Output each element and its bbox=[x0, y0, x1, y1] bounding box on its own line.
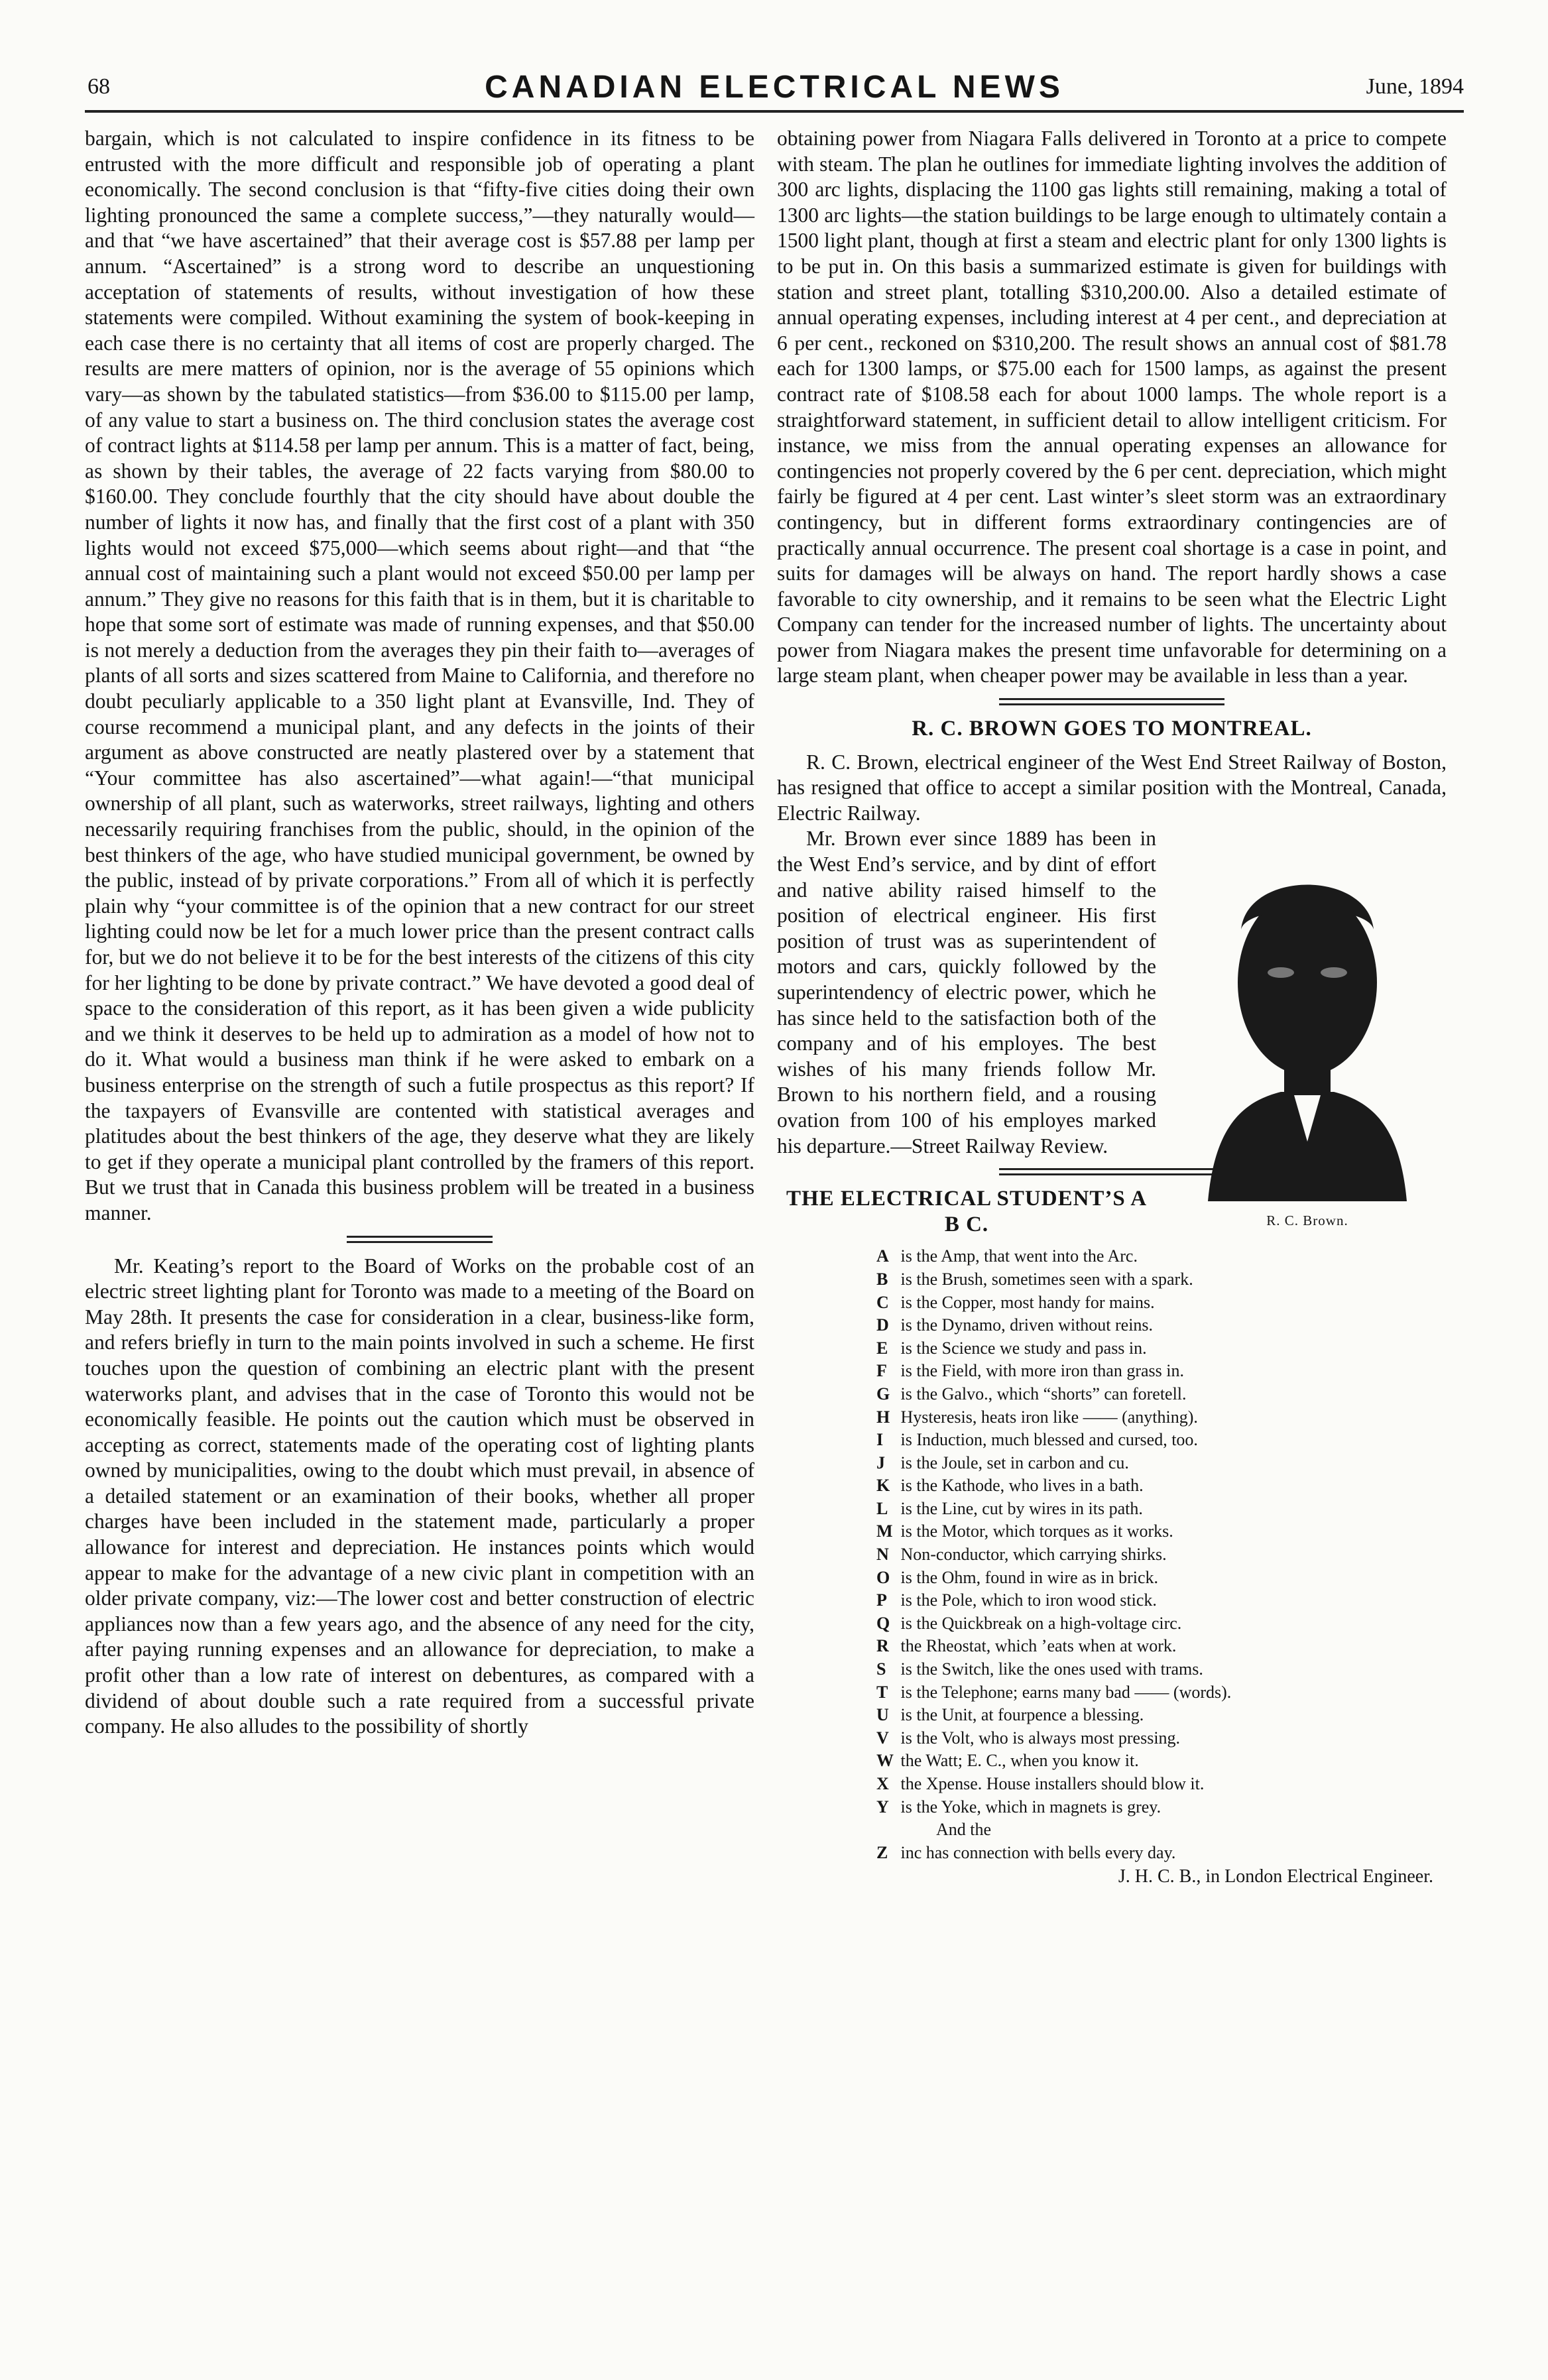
abc-line: X the Xpense. House installers should blow it. bbox=[876, 1774, 1205, 1793]
portrait-figure bbox=[1168, 830, 1447, 1233]
abc-line: V is the Volt, who is always most pressing. bbox=[876, 1728, 1181, 1748]
abc-line: T is the Telephone; earns many bad —— (words). bbox=[876, 1682, 1232, 1702]
section-divider bbox=[347, 1236, 493, 1243]
page-header bbox=[85, 69, 1464, 109]
issue-date: June, 1894 bbox=[1366, 74, 1464, 99]
abc-line: G is the Galvo., which “shorts” can foretell. bbox=[876, 1384, 1187, 1403]
abc-line: L is the Line, cut by wires in its path. bbox=[876, 1498, 1143, 1518]
brown-article-title: R. C. BROWN GOES TO MONTREAL. bbox=[912, 717, 1312, 741]
abc-line: K is the Kathode, who lives in a bath. bbox=[876, 1476, 1144, 1496]
abc-line: F is the Field, with more iron than grass in. bbox=[876, 1361, 1185, 1381]
article-continuation-paragraph: bargain, which is not calculated to inspire confidence in its fitness to be entrusted with the more difficult and responsible job of operating a plant economically. The second conclusion is that “fifty-five cities doing their own lighting pronounced the same a complete success,”—they naturally would—and that “we have ascertained” that their average cost is $57.88 per lamp per annum. “Ascertained” is a strong word to describe an unquestioning acceptation of statements of results, without investigation of how these statements were compiled. Without examining the system of book-keeping in each case there is no certainty that all items of cost are properly charged. The results are mere matters of opinion, nor is the average of 55 opinions which vary—as shown by the tabulated statistics—from $36.00 to $115.00 per lamp, of any value to start a business on. The third conclusion states the average cost of contract lights at $114.58 per lamp per annum. This is a matter of fact, being, as shown by their tables, the average of 22 facts varying from $80.00 to $160.00. They conclude fourthly that the city should have about double the number of lights it now has, and finally that the first cost of a plant with 350 lights would not exceed $75,000—which seems about right—and that “the annual cost of maintaining such a plant would not exceed $50.00 per lamp per annum.” They give no reasons for this faith that is in them, but it is charitable to hope that some sort of estimate was made of running expenses, and that $50.00 is not merely a deduction from the averages they pin their faith to—averages of plants of all sorts and sizes scattered from Maine to California, and therefore no doubt peculiarly applicable to a 350 light plant at Evansville, Ind. They of course recommend a municipal plant, and any defects in the joints of their argument as above constructed are neatly plastered over by a statement that “Your committee has also ascertained”—what again!—“that municipal ownership of all plant, such as waterworks, street railways, lighting and others necessarily requiring franchises from the public, should, in the opinion of the best thinkers of the age, who have studied municipal government, be owned by the public, instead of by private corporations.” From all of which it is perfectly plain why “your committee is of the opinion that a new contract for our street lighting could now be let for a much lower price than the present contract calls for, but we do not believe it to be for the best interests of the citizens of this city for her lighting to be done by private contract.” We have devoted a good deal of space to the consideration of this report, as it has been given a wide publicity and we think it deserves to be held up to admiration as a model of how not to do it. What would a business man think if he were asked to embark on a business enterprise on the strength of such a futile prospectus as this report? If the taxpayers of Evansville are contented with statistical averages and platitudes about the best thinkers of the age, they deserve what they are likely to get if they operate a municipal plant controlled by the framers of this report. But we trust that in Canada this business problem will be treated in a business manner. bbox=[85, 127, 754, 1224]
header-rule bbox=[85, 110, 1464, 113]
abc-line: Z inc has connection with bells every day. bbox=[876, 1842, 1176, 1862]
abc-attribution: J. H. C. B., in London Electrical Engineer. bbox=[1118, 1866, 1433, 1887]
section-divider bbox=[999, 698, 1224, 705]
abc-line: E is the Science we study and pass in. bbox=[876, 1338, 1147, 1358]
abc-line: O is the Ohm, found in wire as in brick. bbox=[876, 1567, 1158, 1587]
abc-line: P is the Pole, which to iron wood stick. bbox=[876, 1590, 1157, 1610]
keating-report-continuation: obtaining power from Niagara Falls delivered in Toronto at a price to compete with steam. The plan he outlines for immediate lighting involves the addition of 300 arc lights, displacing the 1100 gas lights still remaining, making a total of 1300 arc lights—the station buildings to be large enough to ultimately contain a 1500 light plant, though at first a steam and electric plant for only 1300 lights is to be put in. On this basis a summarized estimate is given for buildings with station and street plant, totalling $310,200.00. Also a detailed estimate of annual operating expenses, including interest at 4 per cent., and depreciation at 6 per cent., reckoned on $310,200. The result shows an annual cost of $81.78 each for 1300 lamps, or $75.00 each for 1500 lamps, as against the present contract rate of $108.58 each for about 1000 lamps. The whole report is a straightforward statement, in sufficient detail to allow intelligent criticism. For instance, we miss from the annual operating expenses an allowance for contingencies not properly covered by the 6 per cent. depreciation, which might fairly be figured at 4 per cent. Last winter’s sleet storm was an extraordinary contingency, but in different forms extraordinary contingencies are of practically annual occurrence. The present coal shortage is a case in point, and suits for damages will be always on hand. The report hardly shows a case favorable to city ownership, and it remains to be seen what the Electric Light Company can tender for the increased number of lights. The uncertainty about power from Niagara makes the present time unfavorable for determining on a large steam plant, when cheaper power may be available in less than a year. bbox=[777, 127, 1447, 687]
abc-poem-title: THE ELECTRICAL STUDENT’S A B C. bbox=[786, 1187, 1148, 1236]
portrait-image bbox=[1168, 830, 1447, 1201]
keating-report-paragraph: Mr. Keating’s report to the Board of Works on the probable cost of an electric street lighting plant for Toronto was made to a meeting of the Board on May 28th. It presents the case for consideration in a clear, business-like form, and refers briefly in turn to the main points involved in such a scheme. He first touches upon the question of combining an electric plant with the present waterworks plant, and advises that in the case of Toronto this would not be economically feasible. He points out the caution which must be observed in accepting as correct, statements made of the operating cost of lighting plants owned by municipalities, owing to the doubt which must prevail, in absence of a detailed statement or an examination of their books, whether all proper charges have been included in the statement made, particularly a proper allowance for interest and depreciation. He instances points which would appear to make for the advantage of a new civic plant in competition with an older private company, viz:—The lower cost and better construction of electric appliances now than a few years ago, and the absence of any need for the city, after paying running expenses and an allowance for depreciation, to make a profit other than a low rate of interest on debentures, as compared with a dividend of about double such a rate required from a successful private company. He also alludes to the possibility of shortly bbox=[85, 1254, 754, 1738]
abc-line: S is the Switch, like the ones used with trams. bbox=[876, 1659, 1203, 1679]
masthead-title: CANADIAN ELECTRICAL NEWS bbox=[485, 70, 1064, 105]
abc-line: W the Watt; E. C., when you know it. bbox=[876, 1751, 1139, 1771]
abc-line: B is the Brush, sometimes seen with a spark. bbox=[876, 1269, 1193, 1289]
abc-line: M is the Motor, which torques as it works. bbox=[876, 1521, 1173, 1541]
brown-article-body: Mr. Brown ever since 1889 has been in the West End’s service, and by dint of effort and native ability raised himself to the position of electrical engineer. His first position of trust was as superintendent of motors and cars, quickly followed by the superintendency of electric power, which he has since held to the satisfaction both of the company and of his employes. The best wishes of his many friends follow Mr. Brown to his northern field, and a rousing ovation from 100 of his employes marked his departure.—Street Railway Review. bbox=[777, 827, 1156, 1158]
left-column bbox=[85, 126, 754, 1740]
abc-line: U is the Unit, at fourpence a blessing. bbox=[876, 1705, 1144, 1725]
abc-line: Q is the Quickbreak on a high-voltage circ. bbox=[876, 1613, 1182, 1633]
abc-line: Y is the Yoke, which in magnets is grey. bbox=[876, 1797, 1161, 1816]
abc-line: R the Rheostat, which ’eats when at work. bbox=[876, 1636, 1177, 1656]
right-column bbox=[777, 126, 1447, 1889]
brown-article-intro: R. C. Brown, electrical engineer of the West End Street Railway of Boston, has resigned that office to accept a similar position with the Montreal, Canada, Electric Railway. bbox=[777, 750, 1447, 825]
abc-line: J is the Joule, set in carbon and cu. bbox=[876, 1453, 1129, 1472]
abc-line: I is Induction, much blessed and cursed, too. bbox=[876, 1430, 1198, 1450]
abc-line: D is the Dynamo, driven without reins. bbox=[876, 1315, 1154, 1335]
abc-line: H Hysteresis, heats iron like —— (anything). bbox=[876, 1407, 1198, 1427]
abc-poem bbox=[876, 1245, 1447, 1889]
abc-and-line: And the bbox=[936, 1820, 992, 1840]
portrait-caption: R. C. Brown. bbox=[1266, 1213, 1348, 1229]
abc-line: C is the Copper, most handy for mains. bbox=[876, 1292, 1155, 1312]
abc-line: A is the Amp, that went into the Arc. bbox=[876, 1246, 1138, 1266]
abc-line: N Non-conductor, which carrying shirks. bbox=[876, 1545, 1167, 1565]
page-number: 68 bbox=[88, 74, 110, 99]
